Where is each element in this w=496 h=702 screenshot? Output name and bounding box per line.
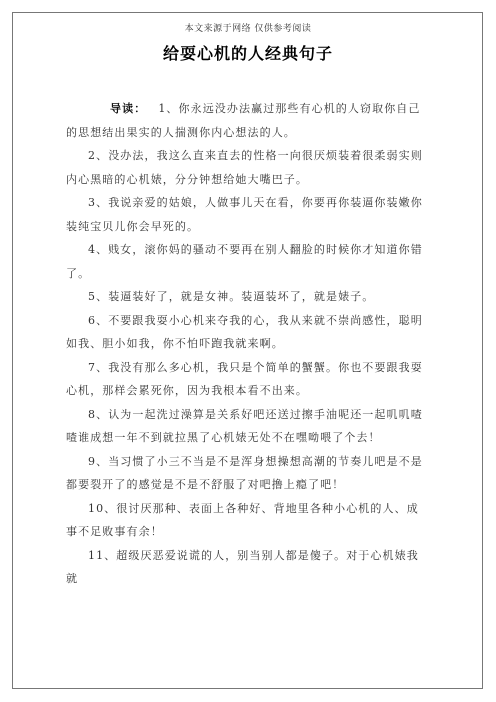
paragraph-7: 7、我没有那么多心机，我只是个简单的蟹蟹。你也不要跟我耍心机，那样会累死你，因为我根本看不出来。 [66,360,423,397]
paragraph-4: 4、贱女，滚你妈的骚动不要再在别人翻脸的时候你才知道你错了。 [66,243,423,280]
paragraph-11: 11、超级厌恶爱说谎的人，别当别人都是傻子。对于心机婊我就 [66,548,419,585]
intro-label: 导读： [110,102,147,115]
document-body [66,97,430,591]
paragraph-8: 8、认为一起洗过澡算是关系好吧还送过擦手油呢还一起叽叽喳喳谁成想一年不到就拉黑了心机婊无处不在嘿呦喂了个去！ [66,407,423,444]
source-note: 本文来源于网络 仅供参考阅读 [184,24,312,34]
document-title: 给耍心机的人经典句子 [162,44,333,63]
paragraph-10: 10、很讨厌那种、表面上各种好、背地里各种小心机的人、成事不足败事有余！ [66,501,419,538]
paragraph-9: 9、当习惯了小三不当是不是浑身想操想高潮的节奏儿吧是不是都要裂开了的感觉是不是不舒服了对吧撸上瘾了吧！ [66,454,423,491]
paragraph-2: 2、没办法，我这么直来直去的性格一向很厌烦装着很柔弱实则内心黑暗的心机婊，分分钟想给她大嘴巴子。 [66,149,423,186]
paragraph-3: 3、我说亲爱的姑娘，人做事儿天在看，你要再你装逼你装嫩你装纯宝贝儿你会早死的。 [66,196,423,233]
intro-text: 1、你永远没办法赢过那些有心机的人窃取你自己的思想结出果实的人揣测你内心想法的人。 [66,102,421,139]
paragraph-5: 5、装逼装好了，就是女神。装逼装坏了，就是婊子。 [88,290,375,303]
paragraph-6: 6、不要跟我耍小心机来夺我的心，我从来就不崇尚感性，聪明如我、胆小如我，你不怕吓跑我就来啊。 [66,313,423,350]
intro-paragraph [66,97,430,144]
